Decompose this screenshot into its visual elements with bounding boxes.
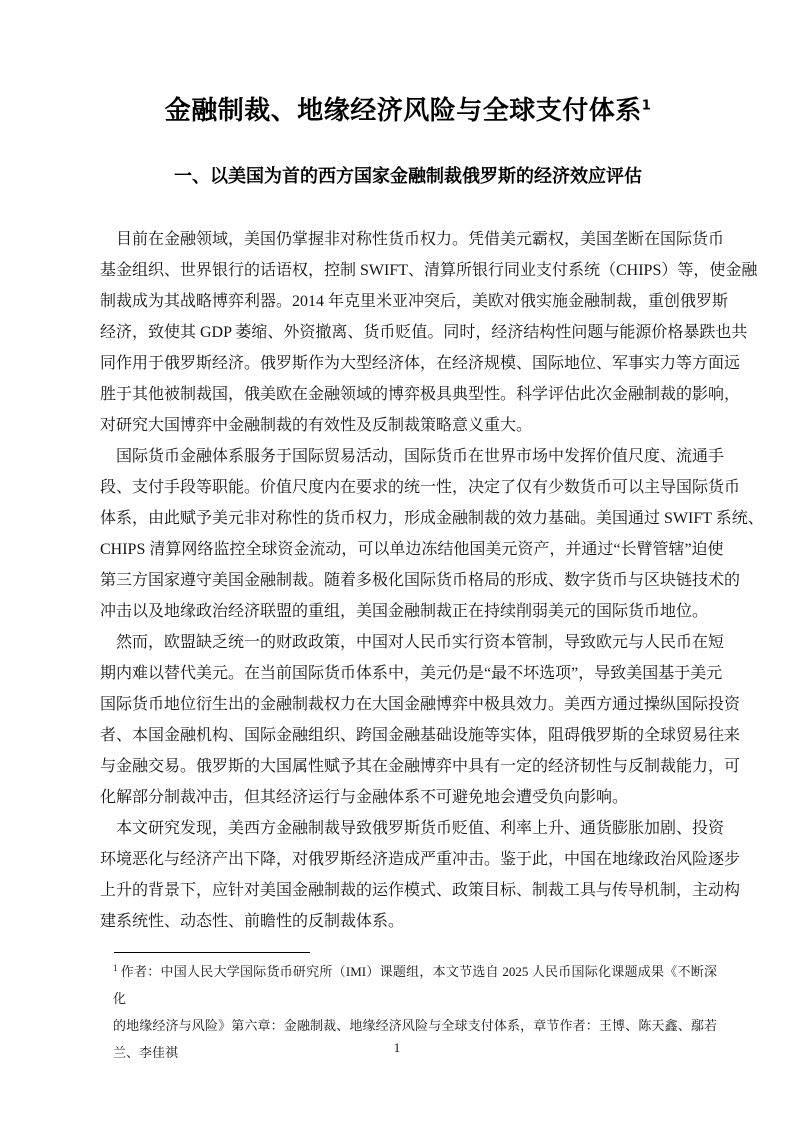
footnote-line: 的地缘经济与风险》第六章：金融制裁、地缘经济风险与全球支付体系，章节作者：王博、陈天鑫、鄢若 (113, 1018, 717, 1033)
body-line: 经济，致使其 GDP 萎缩、外资撤离、货币贬值。同时，经济结构性问题与能源价格暴跌也共 (100, 324, 748, 341)
body-line: 环境恶化与经济产出下降，对俄罗斯经济造成严重冲击。鉴于此，中国在地缘政治风险逐步 (100, 851, 741, 868)
document-title-text: 金融制裁、地缘经济风险与全球支付体系 (164, 96, 642, 126)
body-line: 国际货币金融体系服务于国际贸易活动，国际货币在世界市场中发挥价值尺度、流通手 (116, 448, 725, 465)
section-heading: 一、以美国为首的西方国家金融制裁俄罗斯的经济效应评估 (174, 166, 642, 187)
body-line: 基金组织、世界银行的话语权，控制 SWIFT、清算所银行同业支付系统（CHIPS）等，使金融 (100, 262, 758, 279)
footnote-line: 兰、李佳祺 (113, 1045, 179, 1060)
body-line: 同作用于俄罗斯经济。俄罗斯作为大型经济体，在经济规模、国际地位、军事实力等方面远 (100, 355, 741, 372)
paragraph (100, 813, 741, 937)
body-line: 胜于其他被制裁国，俄美欧在金融领域的博弈极具典型性。科学评估此次金融制裁的影响， (100, 386, 741, 403)
title-footnote-ref: 1 (641, 98, 652, 114)
body-line: 化解部分制裁冲击，但其经济运行与金融体系不可避免地会遭受负向影响。 (100, 789, 629, 806)
body-line: 者、本国金融机构、国际金融组织、跨国金融基础设施等实体，阻碍俄罗斯的全球贸易往来 (100, 727, 741, 744)
body-line: 与金融交易。俄罗斯的大国属性赋予其在金融博弈中具有一定的经济韧性与反制裁能力，可 (100, 758, 741, 775)
body-line: 第三方国家遵守美国金融制裁。随着多极化国际货币格局的形成、数字货币与区块链技术的 (100, 572, 741, 589)
body-line: 国际货币地位衍生出的金融制裁权力在大国金融博弈中极具效力。美西方通过操纵国际投资 (100, 696, 741, 713)
body-line: 对研究大国博弈中金融制裁的有效性及反制裁策略意义重大。 (100, 417, 533, 434)
footnote-marker: 1 (113, 962, 118, 973)
body-line: 目前在金融领域，美国仍掌握非对称性货币权力。凭借美元霸权，美国垄断在国际货币 (116, 231, 725, 248)
body-line: 然而，欧盟缺乏统一的财政政策，中国对人民币实行资本管制，导致欧元与人民币在短 (116, 634, 725, 651)
paragraph (100, 627, 741, 813)
footnote-separator (114, 952, 310, 953)
footnote-line: $^1$ 作者：中国人民大学国际货币研究所（IMI）课题组，本文节选自 2025 人民币国际化课题成果《不断深化 (113, 962, 717, 1006)
document-title (100, 94, 716, 128)
page-content (100, 0, 764, 1066)
body-line: 本文研究发现，美西方金融制裁导致俄罗斯货币贬值、利率上升、通货膨胀加剧、投资 (116, 820, 725, 837)
body-line: 期内难以替代美元。在当前国际货币体系中，美元仍是“最不坏选项”，导致美国基于美元 (100, 665, 723, 682)
body-line: 段、支付手段等职能。价值尺度内在要求的统一性，决定了仅有少数货币可以主导国际货币 (100, 479, 741, 496)
body-line: 制裁成为其战略博弈利器。2014 年克里米亚冲突后，美欧对俄实施金融制裁，重创俄罗斯 (100, 293, 729, 310)
body-paragraphs (100, 224, 764, 937)
paragraph (100, 441, 764, 627)
body-line: 体系，由此赋予美元非对称性的货币权力，形成金融制裁的效力基础。美国通过 SWIFT 系统、 (100, 510, 764, 527)
body-line: 上升的背景下，应针对美国金融制裁的运作模式、政策目标、制裁工具与传导机制，主动构 (100, 882, 741, 899)
body-line: 冲击以及地缘政治经济联盟的重组，美国金融制裁正在持续削弱美元的国际货币地位。 (100, 603, 709, 620)
paragraph (100, 224, 758, 441)
page-number: 1 (393, 1040, 401, 1055)
body-line: CHIPS 清算网络监控全球资金流动，可以单边冻结他国美元资产，并通过“长臂管辖”迫使 (100, 541, 724, 558)
body-line: 建系统性、动态性、前瞻性的反制裁体系。 (100, 913, 405, 930)
